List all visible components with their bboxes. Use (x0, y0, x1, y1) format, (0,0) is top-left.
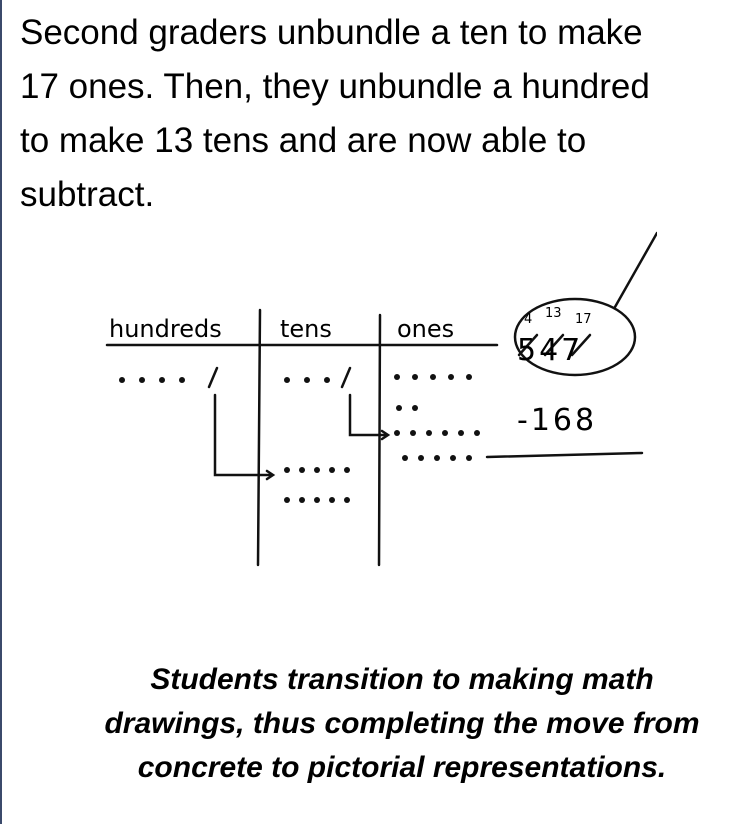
dot (344, 497, 350, 503)
column-divider-hundreds-tens (258, 310, 260, 565)
caption-line: concrete to pictorial representations. (137, 751, 667, 784)
dot (458, 430, 464, 436)
dot (450, 455, 456, 461)
unbundle-ten-arrow (350, 395, 387, 435)
dot (412, 374, 418, 380)
dot (139, 377, 145, 383)
unbundle-hundred-arrow (215, 395, 272, 475)
header-ones: ones (397, 315, 455, 343)
dot (396, 405, 402, 411)
magnifier-handle (615, 233, 657, 307)
dot (410, 430, 416, 436)
place-value-dots (119, 374, 480, 503)
subtraction-top-number: 547 (517, 333, 584, 368)
dot (304, 377, 310, 383)
dot (159, 377, 165, 383)
dot (466, 455, 472, 461)
cross-out-hundred (209, 368, 217, 387)
dot (394, 430, 400, 436)
math-drawing (97, 225, 657, 575)
intro-line: to make 13 tens and are now able to (20, 121, 587, 160)
dot (418, 455, 424, 461)
dot (466, 374, 472, 380)
regroup-ones-digit: 17 (575, 312, 592, 327)
subtraction-rule (487, 453, 642, 457)
dot (434, 455, 440, 461)
dot (314, 467, 320, 473)
subtraction-minus-number: -168 (517, 403, 598, 438)
dot (394, 374, 400, 380)
intro-line: subtract. (20, 175, 155, 214)
dot (402, 455, 408, 461)
dot (324, 377, 330, 383)
intro-text (20, 6, 740, 222)
cross-out-ten (342, 368, 350, 387)
dot (179, 377, 185, 383)
dot (284, 497, 290, 503)
dot (119, 377, 125, 383)
dot (299, 467, 305, 473)
dot (299, 497, 305, 503)
header-hundreds: hundreds (109, 315, 222, 343)
dot (284, 467, 290, 473)
intro-line: Second graders unbundle a ten to make (20, 13, 643, 52)
header-tens: tens (280, 315, 332, 343)
intro-line: 17 ones. Then, they unbundle a hundred (20, 67, 650, 106)
dot (412, 405, 418, 411)
regroup-hundreds-digit: 4 (524, 312, 533, 327)
dot (329, 497, 335, 503)
dot (314, 497, 320, 503)
dot (442, 430, 448, 436)
column-divider-tens-ones (379, 315, 380, 565)
dot (426, 430, 432, 436)
dot (448, 374, 454, 380)
caption-line: Students transition to making math (150, 663, 654, 696)
dot (284, 377, 290, 383)
regroup-tens-digit: 13 (545, 306, 562, 321)
dot (474, 430, 480, 436)
caption (42, 658, 748, 790)
dot (344, 467, 350, 473)
dot (430, 374, 436, 380)
dot (329, 467, 335, 473)
caption-line: drawings, thus completing the move from (104, 707, 700, 740)
